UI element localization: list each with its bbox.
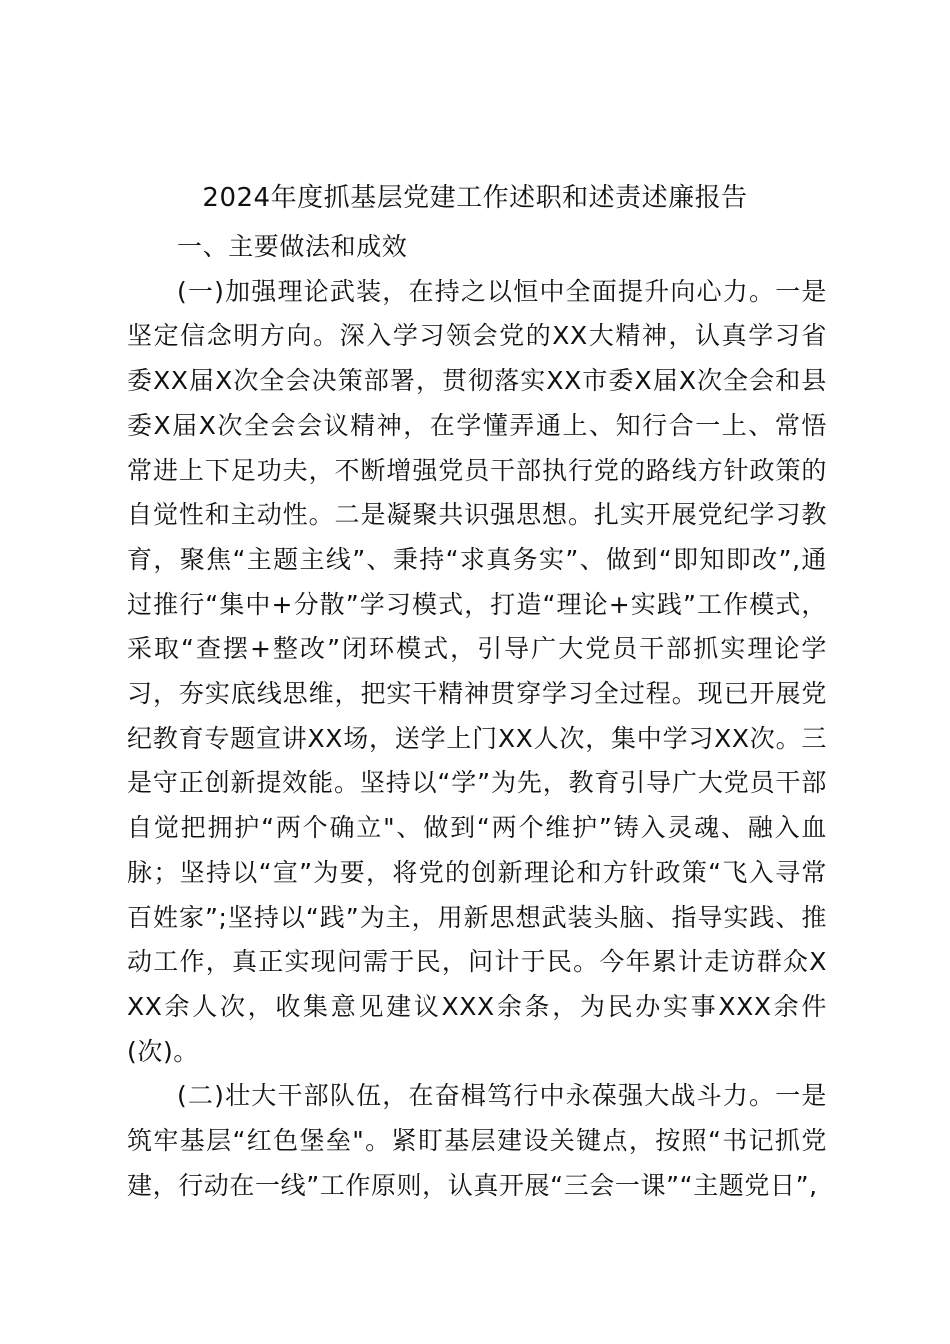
document-body [127,225,827,1208]
body-paragraph: (二)壮大干部队伍，在奋楫笃行中永葆强大战斗力。一是筑牢基层“红色堡垒"。紧盯基层建设关键点，按照“书记抓党建，行动在一线”工作原则，认真开展“三会一课”“主题党日”, [127,1081,827,1200]
body-paragraph: (一)加强理论武装，在持之以恒中全面提升向心力。一是坚定信念明方向。深入学习领会党的XX大精神，认真学习省委XX届X次全会决策部署，贯彻落实XX市委X届X次全会和县委X届X次全会会议精神，在学懂弄通上、知行合一上、常悟常进上下足功夫，不断增强党员干部执行党的路线方针政策的自觉性和主动性。二是凝聚共识强思想。扎实开展党纪学习教育，聚焦“主题主线”、秉持“求真务实”、做到“即知即改”,通过推行“集中+分散”学习模式，打造“理论+实践”工作模式，采取“查摆+整改”闭环模式，引导广大党员干部抓实理论学习，夯实底线思维，把实干精神贯穿学习全过程。现已开展党纪教育专题宣讲XX场，送学上门XX人次，集中学习XX次。三是守正创新提效能。坚持以“学”为先，教育引导广大党员干部自觉把拥护“两个确立"、做到“两个维护”铸入灵魂、融入血脉；坚持以“宣”为要，将党的创新理论和方针政策“飞入寻常百姓家”;坚持以“践”为主，用新思想武装头脑、指导实践、推动工作，真正实现问需于民，问计于民。今年累计走访群众XXX余人次，收集意见建议XXX余条，为民办实事XXX余件(次)。 [127,276,827,1066]
section-heading: 一、主要做法和成效 [177,232,408,261]
document-title: 2024年度抓基层党建工作述职和述责述廉报告 [202,183,748,213]
